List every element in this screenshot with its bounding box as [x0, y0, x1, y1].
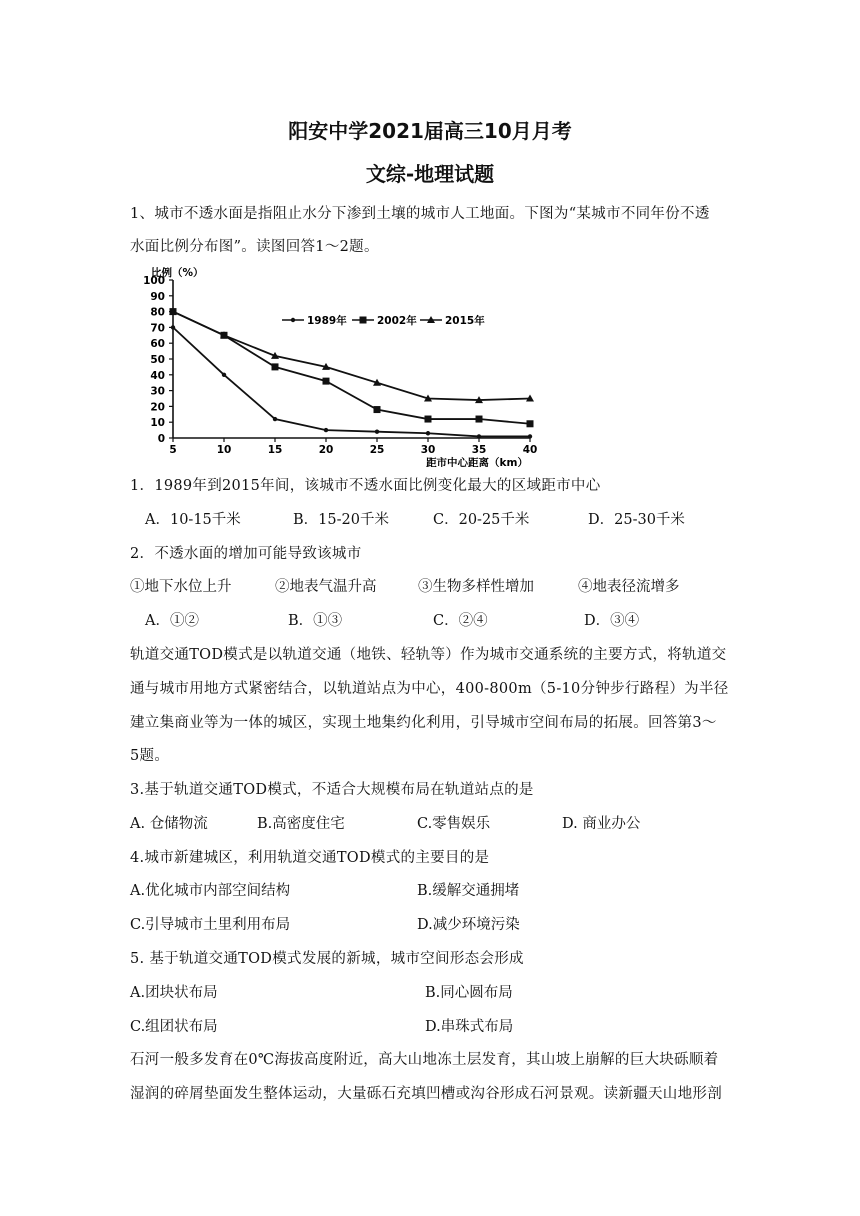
data-point-square	[476, 416, 483, 423]
data-point-dot	[528, 434, 532, 438]
text-line: 通与城市用地方式紧密结合，以轨道站点为中心，400-800m（5-10分钟步行路程）为半径	[130, 681, 729, 697]
impervious-surface-chart	[130, 262, 550, 467]
x-tick-label: 5	[169, 444, 177, 456]
x-tick-label: 25	[369, 444, 385, 456]
data-point-square	[374, 406, 381, 413]
data-point-square	[323, 378, 330, 385]
question-stem: 2．不透水面的增加可能导致该城市	[130, 546, 362, 562]
x-tick-label: 35	[471, 444, 487, 456]
option-d[interactable]: D．③④	[584, 613, 640, 629]
x-tick-label: 15	[267, 444, 283, 456]
option-a[interactable]: A.优化城市内部空间结构	[130, 883, 291, 899]
y-tick-label: 10	[150, 417, 165, 430]
x-tick-label: 40	[522, 444, 538, 456]
data-point-dot	[375, 429, 379, 433]
text-line: 建立集商业等为一体的城区，实现土地集约化利用，引导城市空间布局的拓展。回答第3～	[130, 715, 717, 731]
question-stem: 3.基于轨道交通TOD模式，不适合大规模布局在轨道站点的是	[130, 782, 534, 798]
data-point-square	[527, 420, 534, 427]
option-b[interactable]: B.同心圆布局	[425, 985, 513, 1001]
y-tick-label: 70	[150, 322, 165, 335]
statement-4: ④地表径流增多	[578, 579, 680, 595]
option-b[interactable]: B．①③	[288, 613, 343, 629]
data-point-dot	[426, 431, 430, 435]
y-tick-label: 0	[157, 433, 165, 445]
x-tick-label: 20	[318, 444, 334, 456]
text-line: 湿润的碎屑垫面发生整体运动，大量砾石充填凹槽或沟谷形成石河景观。读新疆天山地形剖	[130, 1086, 722, 1102]
x-tick-label: 30	[420, 444, 436, 456]
data-point-dot	[171, 325, 175, 329]
statement-1: ①地下水位上升	[130, 579, 232, 595]
option-d[interactable]: D.串珠式布局	[425, 1019, 514, 1035]
statement-2: ②地表气温升高	[275, 579, 377, 595]
data-point-dot	[291, 318, 295, 322]
option-c[interactable]: C．②④	[433, 613, 488, 629]
data-point-dot	[273, 417, 277, 421]
option-a[interactable]: A.团块状布局	[130, 985, 218, 1001]
text-line: 石河一般多发育在0℃海拔高度附近，高大山地冻土层发育，其山坡上崩解的巨大块砾顺着	[130, 1052, 719, 1068]
option-c[interactable]: C.组团状布局	[130, 1019, 218, 1035]
option-c[interactable]: C.引导城市土里利用布局	[130, 917, 291, 933]
option-b[interactable]: B.缓解交通拥堵	[417, 883, 520, 899]
data-point-square	[272, 363, 279, 370]
question-stem: 5. 基于轨道交通TOD模式发展的新城，城市空间形态会形成	[130, 951, 524, 967]
legend-label: 2015年	[445, 315, 485, 327]
text-line: 1、城市不透水面是指阻止水分下渗到土壤的城市人工地面。下图为“某城市不同年份不透	[130, 206, 710, 222]
y-tick-label: 50	[150, 354, 165, 366]
y-tick-label: 90	[150, 290, 165, 303]
y-tick-label: 60	[150, 338, 165, 351]
page-title: 阳安中学2021届高三10月月考	[288, 119, 572, 143]
option-d[interactable]: D.减少环境污染	[417, 917, 520, 933]
legend-label: 1989年	[307, 315, 347, 327]
y-tick-label: 80	[150, 306, 165, 319]
option-a[interactable]: A. 仓储物流	[130, 816, 208, 832]
question-stem: 1．1989年到2015年间，该城市不透水面比例变化最大的区域距市中心	[130, 478, 601, 494]
data-point-dot	[222, 373, 226, 377]
y-tick-label: 30	[150, 385, 165, 398]
text-line: 5题。	[130, 748, 170, 764]
option-a[interactable]: A．10-15千米	[145, 512, 241, 528]
x-axis-label: 距市中心距离（km）	[426, 457, 528, 467]
option-d[interactable]: D. 商业办公	[562, 816, 641, 832]
text-line: 轨道交通TOD模式是以轨道交通（地铁、轻轨等）作为城市交通系统的主要方式，将轨道交	[130, 647, 727, 663]
y-axis-label: 比例（%）	[151, 267, 204, 279]
question-stem: 4.城市新建城区，利用轨道交通TOD模式的主要目的是	[130, 850, 490, 866]
y-tick-label: 20	[150, 401, 165, 414]
x-tick-label: 10	[216, 444, 232, 456]
option-c[interactable]: C．20-25千米	[433, 512, 530, 528]
legend-label: 2002年	[377, 315, 417, 327]
statement-3: ③生物多样性增加	[418, 579, 534, 595]
data-point-square	[360, 317, 367, 324]
option-b[interactable]: B．15-20千米	[293, 512, 389, 528]
option-a[interactable]: A．①②	[145, 613, 199, 629]
option-b[interactable]: B.高密度住宅	[257, 816, 345, 832]
text-line: 水面比例分布图”。读图回答1～2题。	[130, 239, 379, 255]
series-line-2	[173, 312, 530, 424]
y-tick-label: 40	[150, 369, 165, 382]
page-subtitle: 文综-地理试题	[365, 162, 495, 186]
data-point-square	[425, 416, 432, 423]
option-c[interactable]: C.零售娱乐	[417, 816, 491, 832]
option-d[interactable]: D．25-30千米	[588, 512, 685, 528]
data-point-dot	[477, 434, 481, 438]
y-tick-label: 100	[143, 275, 165, 287]
data-point-dot	[324, 428, 328, 432]
